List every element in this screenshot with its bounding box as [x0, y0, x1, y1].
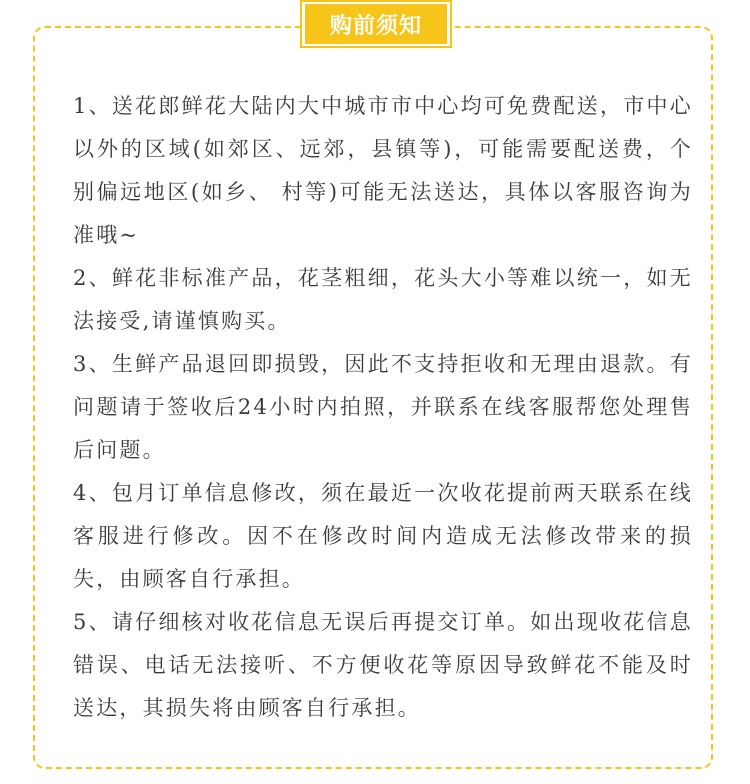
notice-item-1: 1、送花郎鲜花大陆内大中城市市中心均可免费配送，市中心以外的区域(如郊区、远郊，县镇等)，可能需要配送费，个别偏远地区(如乡、 村等)可能无法送达，具体以客服咨询为准哦~	[73, 94, 693, 247]
notice-item-2: 2、鲜花非标准产品，花茎粗细，花头大小等难以统一，如无法接受,请谨慎购买。	[73, 266, 693, 333]
notice-item-5: 5、请仔细核对收花信息无误后再提交订单。如出现收花信息错误、电话无法接听、不方便收花等原因导致鲜花不能及时送达，其损失将由顾客自行承担。	[73, 610, 693, 720]
notice-item-3: 3、生鲜产品退回即损毁，因此不支持拒收和无理由退款。有问题请于签收后24小时内拍照，并联系在线客服帮您处理售后问题。	[73, 352, 693, 462]
notice-content	[73, 85, 693, 730]
page-title: 购前须知	[305, 4, 447, 44]
notice-item-4: 4、包月订单信息修改，须在最近一次收花提前两天联系在线客服进行修改。因不在修改时间内造成无法修改带来的损失，由顾客自行承担。	[73, 481, 693, 591]
